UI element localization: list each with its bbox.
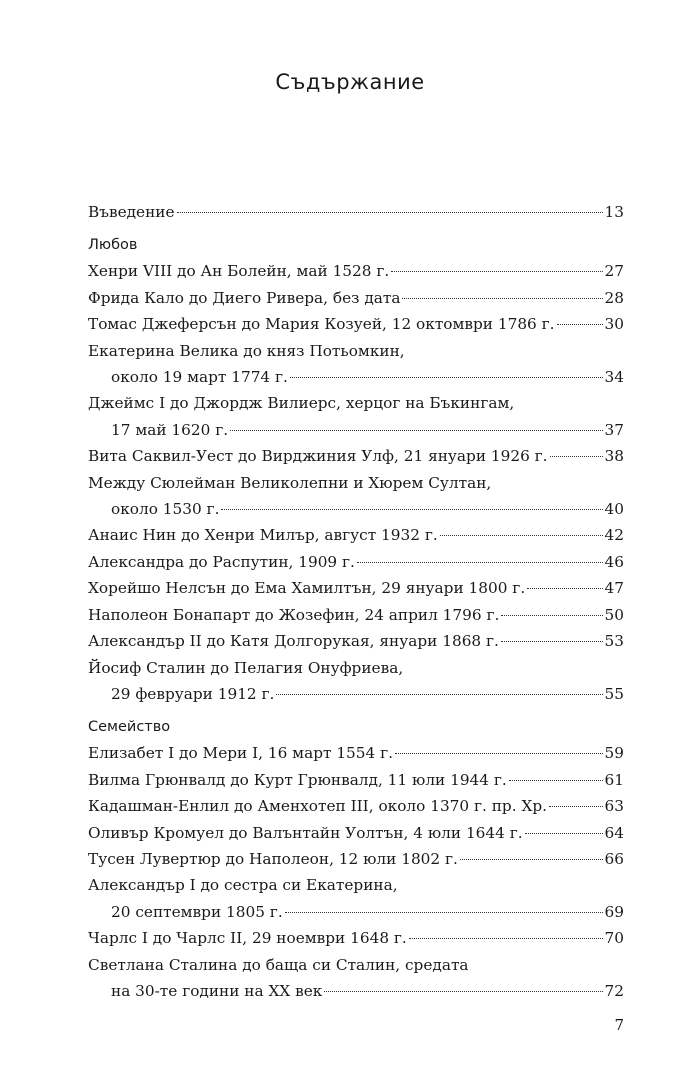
toc-entry-page: 13 <box>604 203 624 221</box>
toc-entry[interactable] <box>88 443 624 469</box>
toc-entry[interactable] <box>88 470 624 496</box>
toc-entry-label: около 1530 г. <box>111 500 220 519</box>
toc-entry[interactable] <box>88 417 624 443</box>
table-of-contents <box>88 199 624 1004</box>
dot-leader <box>460 859 603 860</box>
dot-leader <box>549 806 603 807</box>
toc-entry-page: 70 <box>604 929 624 948</box>
toc-entry-label: Томас Джеферсън до Мария Козуей, 12 октомври 1786 г. <box>88 315 555 334</box>
toc-entry-label: около 19 март 1774 г. <box>111 368 288 387</box>
dot-leader <box>357 562 603 563</box>
toc-entry[interactable] <box>88 925 624 951</box>
toc-entry-label: Александър I до сестра си Екатерина, <box>88 876 398 895</box>
toc-entry-label: Вилма Грюнвалд до Курт Грюнвалд, 11 юли 1944 г. <box>88 770 507 789</box>
toc-entry-label: 29 февруари 1912 г. <box>111 684 275 703</box>
toc-entry-page: 53 <box>604 632 624 651</box>
toc-entry[interactable] <box>88 364 624 390</box>
toc-entry-label: Светлана Сталина до баща си Сталин, средата <box>88 955 469 974</box>
toc-entry[interactable] <box>88 390 624 416</box>
toc-entry-page: 46 <box>604 552 624 571</box>
toc-entry-label: Хорейшо Нелсън до Ема Хамилтън, 29 януари 1800 г. <box>88 579 526 598</box>
dot-leader <box>557 324 603 325</box>
toc-entry-label: 20 септември 1805 г. <box>111 902 283 921</box>
dot-leader <box>501 615 602 616</box>
toc-entry-label: Тусен Лувертюр до Наполеон, 12 юли 1802 г. <box>88 849 458 868</box>
page-number: 7 <box>614 1016 624 1034</box>
dot-leader <box>402 298 602 299</box>
toc-entry[interactable] <box>88 767 624 793</box>
toc-entry-label: на 30-те години на XX век <box>111 981 323 1000</box>
toc-entry[interactable] <box>88 846 624 872</box>
toc-entry-page: 55 <box>604 684 624 703</box>
toc-entry[interactable] <box>88 655 624 681</box>
toc-entry[interactable] <box>88 740 624 766</box>
dot-leader <box>527 588 602 589</box>
toc-entry[interactable] <box>88 522 624 548</box>
toc-entry-page: 59 <box>604 744 624 763</box>
dot-leader <box>395 753 603 754</box>
toc-entry-page: 37 <box>604 420 624 439</box>
dot-leader <box>177 212 603 213</box>
dot-leader <box>221 509 602 510</box>
toc-entry[interactable] <box>88 258 624 284</box>
toc-entry-label: Фрида Кало до Диего Ривера, без дата <box>88 288 401 307</box>
dot-leader <box>525 833 603 834</box>
toc-entry[interactable] <box>88 285 624 311</box>
toc-entry-label: Кадашман-Енлил до Аменхотеп III, около 1370 г. пр. Хр. <box>88 797 547 816</box>
page-title: Съдържание <box>275 70 425 94</box>
toc-entry-label: Между Сюлейман Великолепни и Хюрем Султан, <box>88 473 492 492</box>
toc-entry-label: Елизабет I до Мери I, 16 март 1554 г. <box>88 744 393 763</box>
toc-entry-page: 34 <box>604 368 624 387</box>
toc-entry-label: Александра до Распутин, 1909 г. <box>88 552 355 571</box>
toc-entry-label: 17 май 1620 г. <box>111 420 229 439</box>
toc-entry[interactable] <box>88 872 624 898</box>
toc-entry-page: 38 <box>604 447 624 466</box>
toc-entry-label: Чарлс I до Чарлс II, 29 ноември 1648 г. <box>88 929 407 948</box>
toc-entry[interactable] <box>88 793 624 819</box>
toc-entry-page: 63 <box>604 797 624 816</box>
dot-leader <box>276 694 602 695</box>
toc-entry[interactable] <box>88 549 624 575</box>
dot-leader <box>391 271 602 272</box>
dot-leader <box>290 377 603 378</box>
section-heading: Семейство <box>88 719 171 736</box>
dot-leader <box>550 456 603 457</box>
toc-entry-label: Екатерина Велика до княз Потьомкин, <box>88 341 405 360</box>
toc-entry-page: 27 <box>604 262 624 281</box>
toc-entry[interactable] <box>88 496 624 522</box>
toc-entry-label: Оливър Кромуел до Валънтайн Уолтън, 4 юли 1644 г. <box>88 823 523 842</box>
section-heading: Любов <box>88 237 138 254</box>
toc-entry-label: Вита Саквил-Уест до Вирджиния Улф, 21 януари 1926 г. <box>88 447 548 466</box>
toc-entry-label: Джеймс I до Джордж Вилиерс, херцог на Бъкингам, <box>88 394 515 413</box>
toc-entry[interactable] <box>88 628 624 654</box>
toc-entry[interactable] <box>88 575 624 601</box>
toc-entry-page: 47 <box>604 579 624 598</box>
toc-entry-label: Въведение <box>88 203 175 221</box>
toc-entry[interactable] <box>88 311 624 337</box>
toc-entry-page: 61 <box>604 770 624 789</box>
toc-entry-page: 64 <box>604 823 624 842</box>
toc-entry-page: 28 <box>604 288 624 307</box>
toc-entry-intro[interactable] <box>88 199 624 225</box>
toc-entry-page: 72 <box>604 981 624 1000</box>
toc-entry-page: 40 <box>604 500 624 519</box>
dot-leader <box>285 912 603 913</box>
dot-leader <box>324 991 602 992</box>
toc-entry[interactable] <box>88 681 624 707</box>
toc-entry[interactable] <box>88 899 624 925</box>
toc-entry[interactable] <box>88 602 624 628</box>
dot-leader <box>230 430 602 431</box>
toc-entry-label: Анаис Нин до Хенри Милър, август 1932 г. <box>88 526 438 545</box>
dot-leader <box>409 938 603 939</box>
toc-entry-label: Хенри VIII до Ан Болейн, май 1528 г. <box>88 262 390 281</box>
toc-entry[interactable] <box>88 952 624 978</box>
toc-entry-label: Йосиф Сталин до Пелагия Онуфриева, <box>88 658 404 677</box>
toc-entry[interactable] <box>88 978 624 1004</box>
toc-entry-page: 69 <box>604 902 624 921</box>
toc-entry-page: 42 <box>604 526 624 545</box>
toc-entry[interactable] <box>88 820 624 846</box>
dot-leader <box>501 641 603 642</box>
toc-entry[interactable] <box>88 338 624 364</box>
toc-entry-page: 30 <box>604 315 624 334</box>
toc-entry-page: 66 <box>604 849 624 868</box>
dot-leader <box>509 780 603 781</box>
toc-entry-page: 50 <box>604 605 624 624</box>
toc-entry-label: Наполеон Бонапарт до Жозефин, 24 април 1796 г. <box>88 605 500 624</box>
dot-leader <box>440 535 603 536</box>
toc-entry-label: Александър II до Катя Долгорукая, януари 1868 г. <box>88 632 499 651</box>
